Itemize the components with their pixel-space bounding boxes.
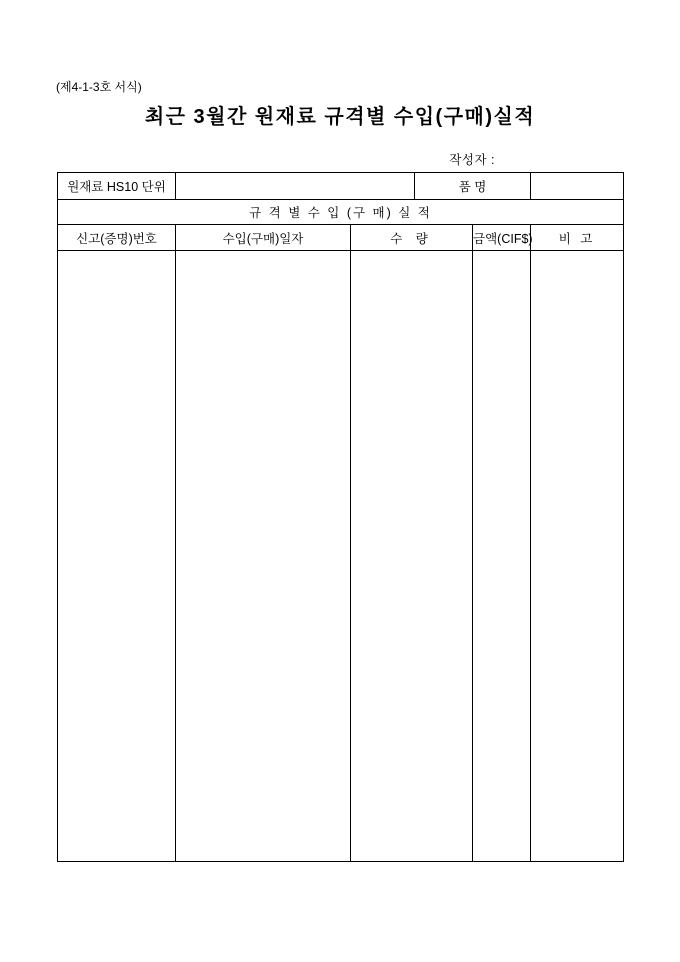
cell-remarks[interactable] [531,251,624,862]
column-header-amount-cif: 금액(CIF$) [473,225,531,251]
band-label: 규 격 별 수 입 (구 매) 실 적 [58,200,624,225]
item-name-label: 품 명 [415,173,531,200]
table-row-band [58,200,624,225]
cell-quantity[interactable] [351,251,473,862]
cell-amount-cif[interactable] [473,251,531,862]
column-header-import-date: 수입(구매)일자 [176,225,351,251]
hs10-unit-value[interactable] [176,173,415,200]
cell-import-date[interactable] [176,251,351,862]
hs10-unit-label: 원재료 HS10 단위 [58,173,176,200]
cell-declaration-number[interactable] [58,251,176,862]
column-header-declaration-number: 신고(증명)번호 [58,225,176,251]
author-label: 작성자 : [449,153,495,167]
import-performance-table [57,172,624,862]
column-header-remarks: 비 고 [531,225,624,251]
page-title: 최근 3월간 원재료 규격별 수입(구매)실적 [144,106,536,128]
table-row-info [58,173,624,200]
table-row [58,251,624,862]
item-name-value[interactable] [531,173,624,200]
form-code: (제4-1-3호 서식) [56,80,142,94]
table-header-row [58,225,624,251]
column-header-quantity: 수 량 [351,225,473,251]
